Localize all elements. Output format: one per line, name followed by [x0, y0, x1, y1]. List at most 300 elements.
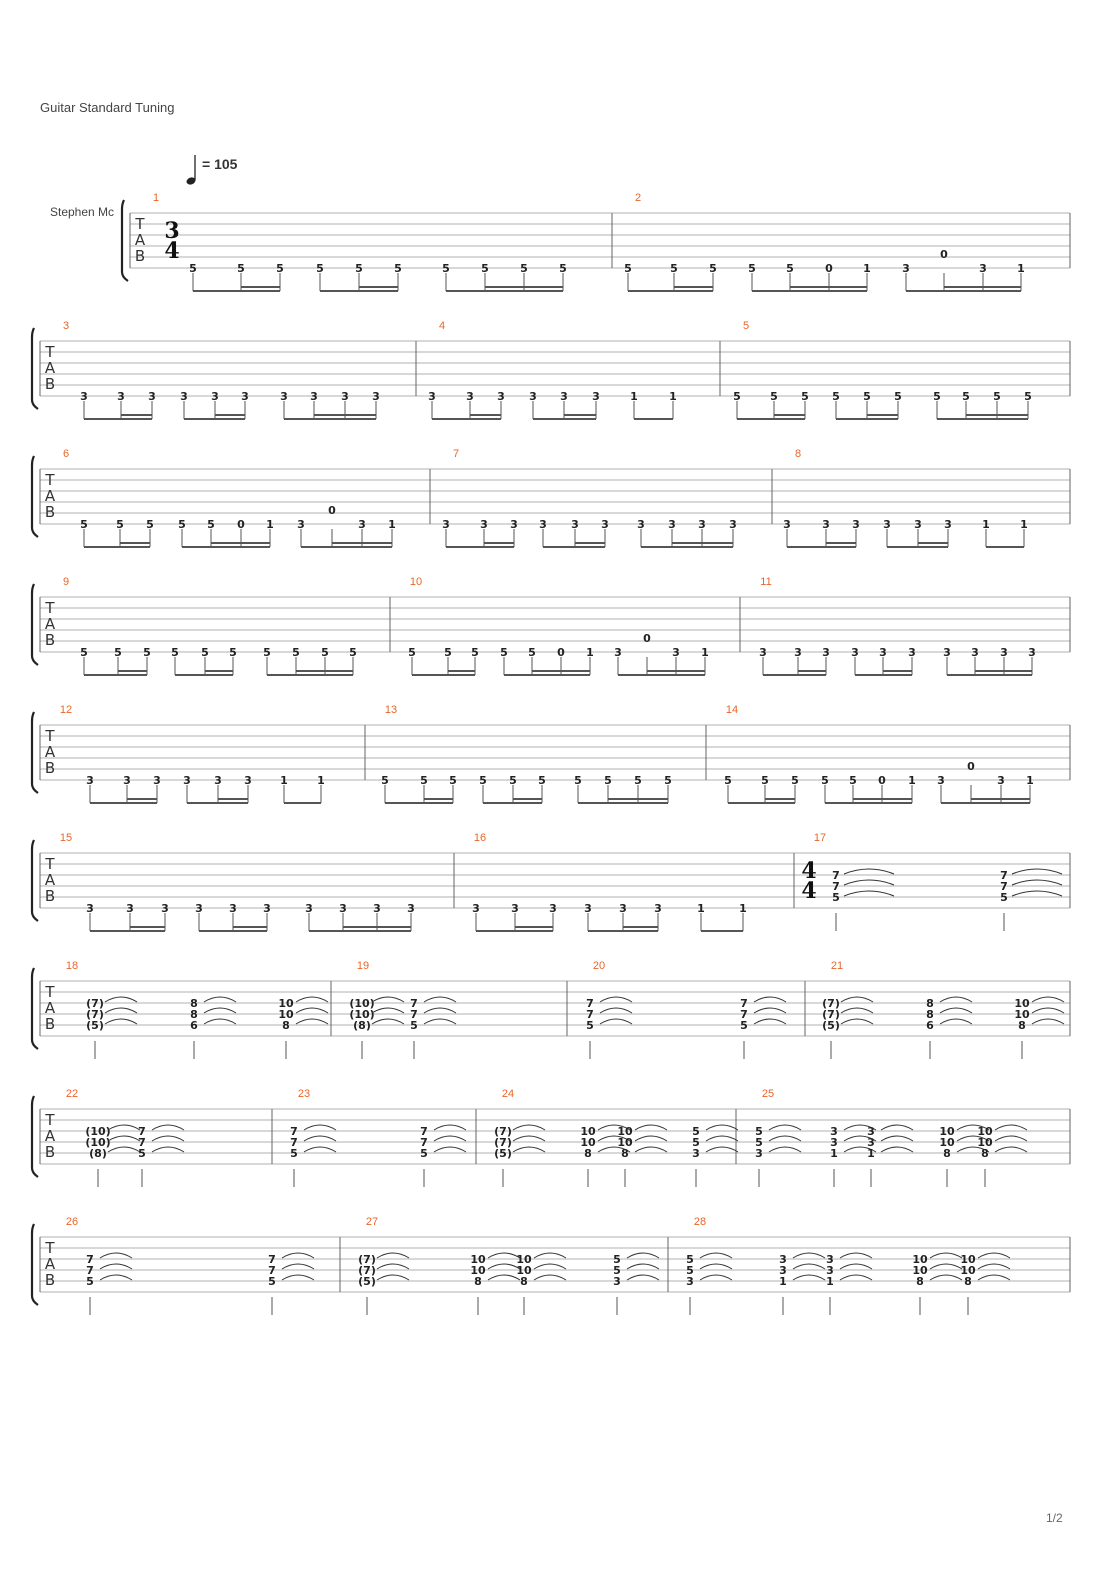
tie: [488, 1275, 520, 1280]
fret-number: 10: [470, 1264, 486, 1277]
fret-number: 10: [278, 1008, 294, 1021]
fret-number: 5: [201, 646, 209, 659]
tie: [635, 1147, 667, 1152]
measure-number: 4: [438, 320, 446, 332]
tab-label-b: B: [44, 1271, 56, 1289]
tab-label-a: A: [44, 871, 56, 889]
fret-number: 3: [619, 902, 627, 915]
fret-number: 5: [481, 262, 489, 275]
measure-number: 3: [62, 320, 70, 332]
fret-number: 5: [207, 518, 215, 531]
fret-number: 3: [851, 646, 859, 659]
fret-number: 5: [420, 774, 428, 787]
fret-number: (5): [358, 1275, 376, 1288]
fret-number: 7: [420, 1136, 428, 1149]
tab-label-a: A: [134, 231, 146, 249]
fret-number: 1: [630, 390, 638, 403]
tab-label-b: B: [134, 247, 146, 265]
fret-number: 3: [613, 1275, 621, 1288]
fret-number: 5: [863, 390, 871, 403]
tab-label-a: A: [44, 1127, 56, 1145]
tab-label-a: A: [44, 999, 56, 1017]
measure-number: 25: [761, 1088, 775, 1100]
tempo-value: = 105: [202, 156, 238, 172]
tie: [105, 997, 137, 1002]
fret-number: 5: [733, 390, 741, 403]
fret-number: 5: [770, 390, 778, 403]
fret-number: 3: [830, 1125, 838, 1138]
tie: [930, 1275, 962, 1280]
fret-number: 3: [86, 902, 94, 915]
time-signature-bottom: 4: [164, 238, 180, 264]
time-signature-top: 3: [164, 218, 180, 244]
fret-number: (8): [89, 1147, 107, 1160]
fret-number: 1: [669, 390, 677, 403]
fret-number: 1: [1026, 774, 1034, 787]
system-brace: [32, 1224, 38, 1305]
fret-number: 1: [586, 646, 594, 659]
fret-number: (7): [494, 1136, 512, 1149]
fret-number: 5: [1024, 390, 1032, 403]
tie: [700, 1275, 732, 1280]
fret-number: 3: [943, 646, 951, 659]
fret-number: 5: [574, 774, 582, 787]
fret-number: (10): [85, 1125, 111, 1138]
measure-number: 23: [297, 1088, 311, 1100]
fret-number: 3: [779, 1264, 787, 1277]
fret-number: 5: [709, 262, 717, 275]
tie: [841, 1019, 873, 1024]
fret-number: 5: [624, 262, 632, 275]
fret-number: (7): [358, 1264, 376, 1277]
measure-number: 12: [59, 704, 73, 716]
tie: [940, 997, 972, 1002]
fret-number: 5: [538, 774, 546, 787]
fret-number: 3: [867, 1125, 875, 1138]
tie: [995, 1136, 1027, 1141]
tie: [377, 1253, 409, 1258]
fret-number: 3: [497, 390, 505, 403]
tie: [304, 1125, 336, 1130]
tie: [844, 869, 894, 874]
tie: [424, 997, 456, 1002]
fret-number: 5: [355, 262, 363, 275]
fret-number: 5: [444, 646, 452, 659]
fret-number: 6: [926, 1019, 934, 1032]
fret-number: 3: [601, 518, 609, 531]
tab-label-b: B: [44, 631, 56, 649]
measure-number: 5: [742, 320, 750, 332]
fret-number: 5: [528, 646, 536, 659]
fret-number: 3: [539, 518, 547, 531]
fret-number: 7: [138, 1125, 146, 1138]
fret-number: (7): [358, 1253, 376, 1266]
fret-number: 10: [939, 1125, 955, 1138]
fret-number: 3: [280, 390, 288, 403]
fret-number: 1: [697, 902, 705, 915]
tie: [105, 1019, 137, 1024]
fret-number: 3: [852, 518, 860, 531]
fret-number: 3: [117, 390, 125, 403]
fret-number: 8: [916, 1275, 924, 1288]
fret-number: 3: [654, 902, 662, 915]
tuning-label: Guitar Standard Tuning: [40, 100, 175, 115]
tab-label-b: B: [44, 887, 56, 905]
fret-number: 7: [586, 1008, 594, 1021]
fret-number: (10): [349, 997, 375, 1010]
tie: [488, 1264, 520, 1269]
fret-number: 3: [826, 1253, 834, 1266]
measure-number: 10: [409, 576, 423, 588]
tie: [978, 1275, 1010, 1280]
tie: [377, 1264, 409, 1269]
fret-number: 1: [982, 518, 990, 531]
tie: [930, 1253, 962, 1258]
system-brace: [32, 840, 38, 921]
track-name: Stephen Mc: [50, 205, 115, 219]
fret-number: 1: [266, 518, 274, 531]
fret-number: 7: [268, 1253, 276, 1266]
tab-label-t: T: [45, 855, 55, 873]
tie: [840, 1275, 872, 1280]
tie: [769, 1136, 801, 1141]
tie: [600, 997, 632, 1002]
fret-number: 5: [634, 774, 642, 787]
fret-number: 3: [339, 902, 347, 915]
fret-number: 3: [297, 518, 305, 531]
tie: [978, 1253, 1010, 1258]
tab-label-b: B: [44, 759, 56, 777]
fret-number: 3: [86, 774, 94, 787]
fret-number: 3: [979, 262, 987, 275]
tie: [844, 891, 894, 896]
fret-number: 1: [1020, 518, 1028, 531]
tie: [1032, 1008, 1064, 1013]
fret-number: 5: [520, 262, 528, 275]
fret-number: 3: [442, 518, 450, 531]
measure-number: 28: [693, 1216, 707, 1228]
fret-number: 6: [190, 1019, 198, 1032]
fret-number: 3: [148, 390, 156, 403]
measure-number: 20: [592, 960, 606, 972]
fret-number: 5: [321, 646, 329, 659]
tie: [1012, 891, 1062, 896]
tie: [627, 1264, 659, 1269]
tie: [706, 1136, 738, 1141]
tie: [424, 1019, 456, 1024]
tie: [793, 1275, 825, 1280]
tie: [152, 1136, 184, 1141]
fret-number: 7: [290, 1136, 298, 1149]
tab-label-b: B: [44, 1015, 56, 1033]
measure-number: 1: [152, 192, 160, 204]
tie: [940, 1019, 972, 1024]
tie: [793, 1253, 825, 1258]
fret-number: 10: [977, 1136, 993, 1149]
fret-number: 5: [171, 646, 179, 659]
fret-number: 3: [510, 518, 518, 531]
fret-number: (5): [494, 1147, 512, 1160]
time-signature-bottom: 4: [801, 878, 817, 904]
fret-number: 0: [328, 504, 336, 517]
fret-number: 3: [126, 902, 134, 915]
measure-number: 13: [384, 704, 398, 716]
fret-number: (7): [494, 1125, 512, 1138]
fret-number: 0: [825, 262, 833, 275]
fret-number: 5: [692, 1125, 700, 1138]
fret-number: 8: [190, 997, 198, 1010]
tie: [296, 1019, 328, 1024]
fret-number: 3: [372, 390, 380, 403]
measure-number: 9: [62, 576, 70, 588]
fret-number: 5: [138, 1147, 146, 1160]
time-signature-top: 4: [801, 858, 817, 884]
fret-number: 10: [617, 1125, 633, 1138]
fret-number: 3: [698, 518, 706, 531]
tab-label-a: A: [44, 359, 56, 377]
fret-number: 5: [686, 1264, 694, 1277]
tie: [635, 1136, 667, 1141]
fret-number: 5: [670, 262, 678, 275]
fret-number: 3: [472, 902, 480, 915]
tie: [100, 1275, 132, 1280]
tie: [930, 1264, 962, 1269]
fret-number: 10: [960, 1253, 976, 1266]
fret-number: 0: [940, 248, 948, 261]
fret-number: 1: [830, 1147, 838, 1160]
fret-number: 5: [755, 1125, 763, 1138]
fret-number: 3: [914, 518, 922, 531]
tab-label-a: A: [44, 615, 56, 633]
fret-number: 3: [1028, 646, 1036, 659]
fret-number: 3: [341, 390, 349, 403]
system-brace: [32, 712, 38, 793]
tab-label-t: T: [45, 471, 55, 489]
tab-label-b: B: [44, 375, 56, 393]
fret-number: 5: [442, 262, 450, 275]
fret-number: 5: [449, 774, 457, 787]
tie: [513, 1136, 545, 1141]
fret-number: 5: [1000, 891, 1008, 904]
tie: [282, 1275, 314, 1280]
tab-label-t: T: [45, 343, 55, 361]
fret-number: 5: [146, 518, 154, 531]
tie: [844, 880, 894, 885]
fret-number: 5: [559, 262, 567, 275]
tab-label-b: B: [44, 503, 56, 521]
tie: [706, 1125, 738, 1130]
measure-number: 2: [634, 192, 642, 204]
fret-number: 3: [779, 1253, 787, 1266]
fret-number: 5: [408, 646, 416, 659]
fret-number: 7: [586, 997, 594, 1010]
measure-number: 26: [65, 1216, 79, 1228]
fret-number: 3: [822, 518, 830, 531]
fret-number: (7): [822, 997, 840, 1010]
measure-number: 17: [813, 832, 827, 844]
fret-number: 3: [211, 390, 219, 403]
fret-number: 3: [153, 774, 161, 787]
fret-number: 5: [116, 518, 124, 531]
fret-number: 5: [801, 390, 809, 403]
fret-number: 5: [143, 646, 151, 659]
tie: [100, 1264, 132, 1269]
system-brace: [32, 328, 38, 409]
fret-number: 8: [584, 1147, 592, 1160]
tie: [513, 1125, 545, 1130]
fret-number: 10: [939, 1136, 955, 1149]
measure-number: 24: [501, 1088, 515, 1100]
fret-number: 5: [509, 774, 517, 787]
fret-number: 7: [740, 997, 748, 1010]
tie: [372, 997, 404, 1002]
fret-number: 3: [883, 518, 891, 531]
fret-number: 3: [997, 774, 1005, 787]
fret-number: 5: [613, 1264, 621, 1277]
fret-number: 5: [229, 646, 237, 659]
tie: [513, 1147, 545, 1152]
fret-number: 3: [214, 774, 222, 787]
tie: [635, 1125, 667, 1130]
fret-number: 0: [878, 774, 886, 787]
fret-number: 5: [316, 262, 324, 275]
tie: [978, 1264, 1010, 1269]
tie: [1012, 869, 1062, 874]
tie: [488, 1253, 520, 1258]
fret-number: (7): [822, 1008, 840, 1021]
fret-number: 5: [748, 262, 756, 275]
tie: [100, 1253, 132, 1258]
fret-number: (5): [86, 1019, 104, 1032]
tie: [940, 1008, 972, 1013]
fret-number: 10: [912, 1264, 928, 1277]
fret-number: 1: [863, 262, 871, 275]
fret-number: 3: [902, 262, 910, 275]
fret-number: 8: [190, 1008, 198, 1021]
tie: [841, 997, 873, 1002]
fret-number: (10): [85, 1136, 111, 1149]
fret-number: 7: [268, 1264, 276, 1277]
fret-number: 10: [516, 1253, 532, 1266]
fret-number: 5: [664, 774, 672, 787]
fret-number: 5: [604, 774, 612, 787]
tie: [754, 1008, 786, 1013]
fret-number: 3: [867, 1136, 875, 1149]
fret-number: 10: [278, 997, 294, 1010]
fret-number: 5: [471, 646, 479, 659]
fret-number: 3: [480, 518, 488, 531]
fret-number: 3: [183, 774, 191, 787]
tie: [995, 1125, 1027, 1130]
page-number: 1/2: [1046, 1511, 1063, 1525]
system-brace: [32, 456, 38, 537]
fret-number: 10: [977, 1125, 993, 1138]
fret-number: 0: [967, 760, 975, 773]
fret-number: 3: [511, 902, 519, 915]
tie: [282, 1253, 314, 1258]
tab-label-t: T: [45, 983, 55, 1001]
fret-number: 5: [832, 891, 840, 904]
fret-number: 10: [960, 1264, 976, 1277]
tie: [304, 1147, 336, 1152]
fret-number: 5: [276, 262, 284, 275]
fret-number: 5: [962, 390, 970, 403]
tie: [282, 1264, 314, 1269]
fret-number: 3: [529, 390, 537, 403]
tie: [754, 1019, 786, 1024]
tie: [881, 1147, 913, 1152]
fret-number: 5: [849, 774, 857, 787]
fret-number: 3: [195, 902, 203, 915]
fret-number: 3: [407, 902, 415, 915]
fret-number: 8: [474, 1275, 482, 1288]
tie: [700, 1264, 732, 1269]
fret-number: 5: [178, 518, 186, 531]
fret-number: 3: [830, 1136, 838, 1149]
fret-number: 5: [786, 262, 794, 275]
fret-number: 3: [826, 1264, 834, 1277]
fret-number: 3: [358, 518, 366, 531]
fret-number: 0: [557, 646, 565, 659]
fret-number: 5: [993, 390, 1001, 403]
tie: [700, 1253, 732, 1258]
tab-label-a: A: [44, 487, 56, 505]
fret-number: 5: [349, 646, 357, 659]
fret-number: 5: [237, 262, 245, 275]
fret-number: 10: [617, 1136, 633, 1149]
measure-number: 11: [760, 576, 772, 588]
fret-number: 1: [908, 774, 916, 787]
fret-number: 10: [470, 1253, 486, 1266]
fret-number: 8: [943, 1147, 951, 1160]
system-brace: [32, 968, 38, 1049]
tie: [204, 1019, 236, 1024]
fret-number: 3: [944, 518, 952, 531]
fret-number: 5: [290, 1147, 298, 1160]
measure-number: 8: [794, 448, 802, 460]
fret-number: 8: [520, 1275, 528, 1288]
measure-number: 15: [59, 832, 73, 844]
fret-number: 3: [244, 774, 252, 787]
fret-number: 3: [123, 774, 131, 787]
tie: [105, 1008, 137, 1013]
fret-number: 3: [229, 902, 237, 915]
tie: [754, 997, 786, 1002]
fret-number: 1: [701, 646, 709, 659]
fret-number: 3: [686, 1275, 694, 1288]
tab-label-t: T: [45, 599, 55, 617]
measure-number: 21: [830, 960, 844, 972]
system-brace: [122, 200, 128, 281]
fret-number: 5: [933, 390, 941, 403]
tie: [108, 1147, 140, 1152]
fret-number: 8: [926, 997, 934, 1010]
system-brace: [32, 584, 38, 665]
fret-number: 3: [549, 902, 557, 915]
fret-number: 8: [621, 1147, 629, 1160]
fret-number: 7: [1000, 880, 1008, 893]
fret-number: 8: [981, 1147, 989, 1160]
tie: [1032, 1019, 1064, 1024]
tie: [424, 1008, 456, 1013]
tie: [152, 1125, 184, 1130]
fret-number: 8: [964, 1275, 972, 1288]
tie: [600, 1019, 632, 1024]
tie: [372, 1019, 404, 1024]
fret-number: 3: [668, 518, 676, 531]
tie: [793, 1264, 825, 1269]
measure-number: 14: [725, 704, 739, 716]
